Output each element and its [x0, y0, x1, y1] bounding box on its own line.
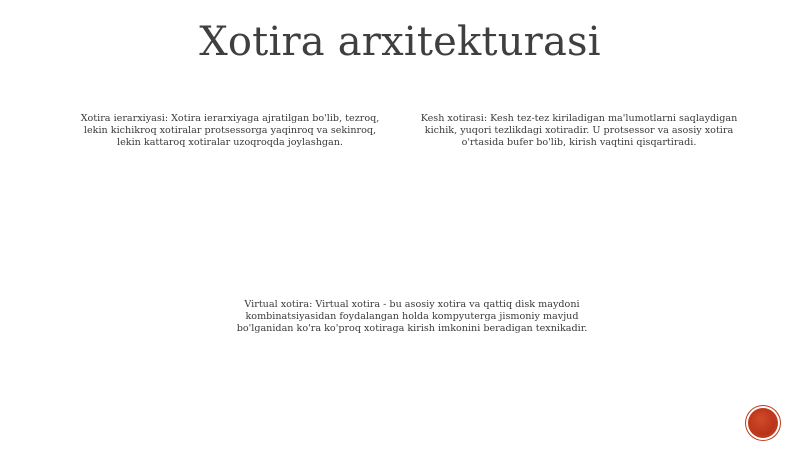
text-block-virtual-memory: Virtual xotira: Virtual xotira - bu asosiy xotira va qattiq disk maydoni kombinatsiyasidan foydalangan holda kompyuterga jismoniy mavjud bo'lganidan ko'ra ko'proq xotiraga kirish imkonini beradigan texnikadir. — [236, 299, 588, 335]
text-block-memory-hierarchy: Xotira ierarxiyasi: Xotira ierarxiyaga ajratilgan bo'lib, tezroq, lekin kichikroq xotiralar protsessorga yaqinroq va sekinroq, lekin kattaroq xotiralar uzoqroqda joylashgan. — [80, 113, 380, 149]
slide-nav-button[interactable] — [748, 408, 778, 438]
text-block-cache-memory: Kesh xotirasi: Kesh tez-tez kiriladigan ma'lumotlarni saqlaydigan kichik, yuqori tezlikdagi xotiradir. U protsessor va asosiy xotira o'rtasida bufer bo'lib, kirish vaqtini qisqartiradi. — [420, 113, 738, 149]
slide-title: Xotira arxitekturasi — [199, 19, 601, 65]
circle-nav-icon — [751, 411, 775, 435]
